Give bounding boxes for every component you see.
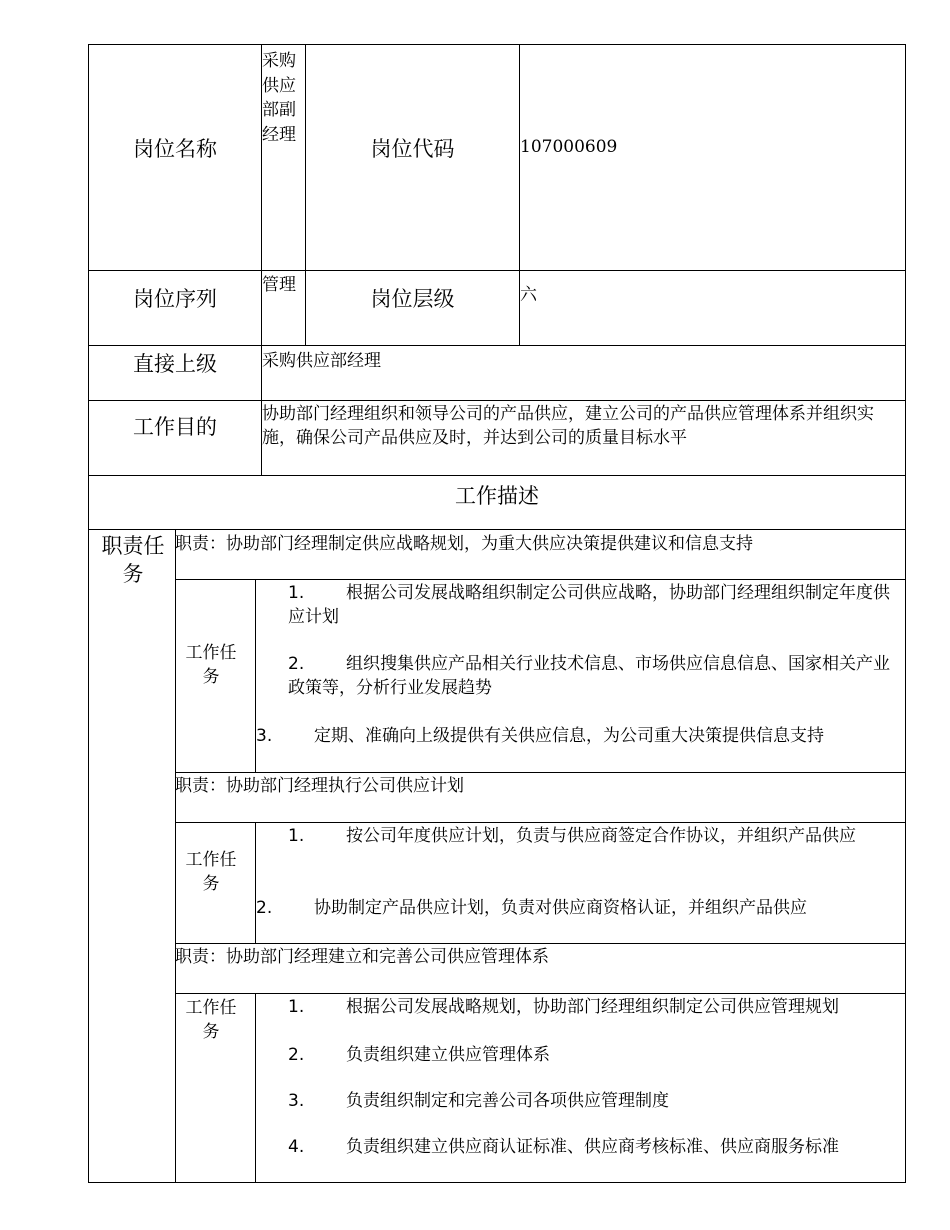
task-item: 2. 协助制定产品供应计划，负责对供应商资格认证，并组织产品供应 <box>256 898 807 918</box>
task-item: 3. 定期、准确向上级提供有关供应信息，为公司重大决策提供信息支持 <box>256 726 824 746</box>
task-item: 3. 负责组织制定和完善公司各项供应管理制度 <box>288 1091 669 1111</box>
duty-title: 职责：协助部门经理执行公司供应计划 <box>175 776 464 796</box>
position-level-label: 岗位层级 <box>305 270 519 345</box>
job-description-table <box>88 44 906 1183</box>
position-code-label: 岗位代码 <box>305 45 519 270</box>
position-level-value: 六 <box>519 270 905 345</box>
position-name-label: 岗位名称 <box>133 137 217 161</box>
position-seq-label: 岗位序列 <box>133 287 217 311</box>
purpose-label: 工作目的 <box>133 415 217 439</box>
task-item: 2. 组织搜集供应产品相关行业技术信息、市场供应信息信息、国家相关产业政策等，分析行业发展趋势 <box>288 654 890 698</box>
task-label: 工作任务 <box>185 643 237 687</box>
description-title: 工作描述 <box>89 475 905 529</box>
position-seq-value: 管理 <box>261 270 305 345</box>
task-item: 1. 根据公司发展战略规划，协助部门经理组织制定公司供应管理规划 <box>288 997 839 1017</box>
task-label: 工作任务 <box>185 998 237 1042</box>
task-item: 2. 负责组织建立供应管理体系 <box>288 1045 550 1065</box>
duty-title: 职责：协助部门经理制定供应战略规划，为重大供应决策提供建议和信息支持 <box>175 534 753 554</box>
position-name-value: 采购供应部副经理 <box>261 45 305 270</box>
task-item: 1. 按公司年度供应计划，负责与供应商签定合作协议，并组织产品供应 <box>288 826 856 846</box>
task-item: 4. 负责组织建立供应商认证标准、供应商考核标准、供应商服务标准 <box>288 1137 839 1157</box>
supervisor-label: 直接上级 <box>133 352 217 376</box>
purpose-value: 协助部门经理组织和领导公司的产品供应，建立公司的产品供应管理体系并组织实施，确保公司产品供应及时，并达到公司的质量目标水平 <box>261 400 905 475</box>
duties-label: 职责任务 <box>101 534 165 586</box>
task-item: 1. 根据公司发展战略组织制定公司供应战略，协助部门经理组织制定年度供应计划 <box>288 583 890 627</box>
task-label: 工作任务 <box>185 850 237 894</box>
position-code-value: 107000609 <box>519 45 905 270</box>
supervisor-value: 采购供应部经理 <box>261 345 905 400</box>
duty-title: 职责：协助部门经理建立和完善公司供应管理体系 <box>175 947 549 967</box>
